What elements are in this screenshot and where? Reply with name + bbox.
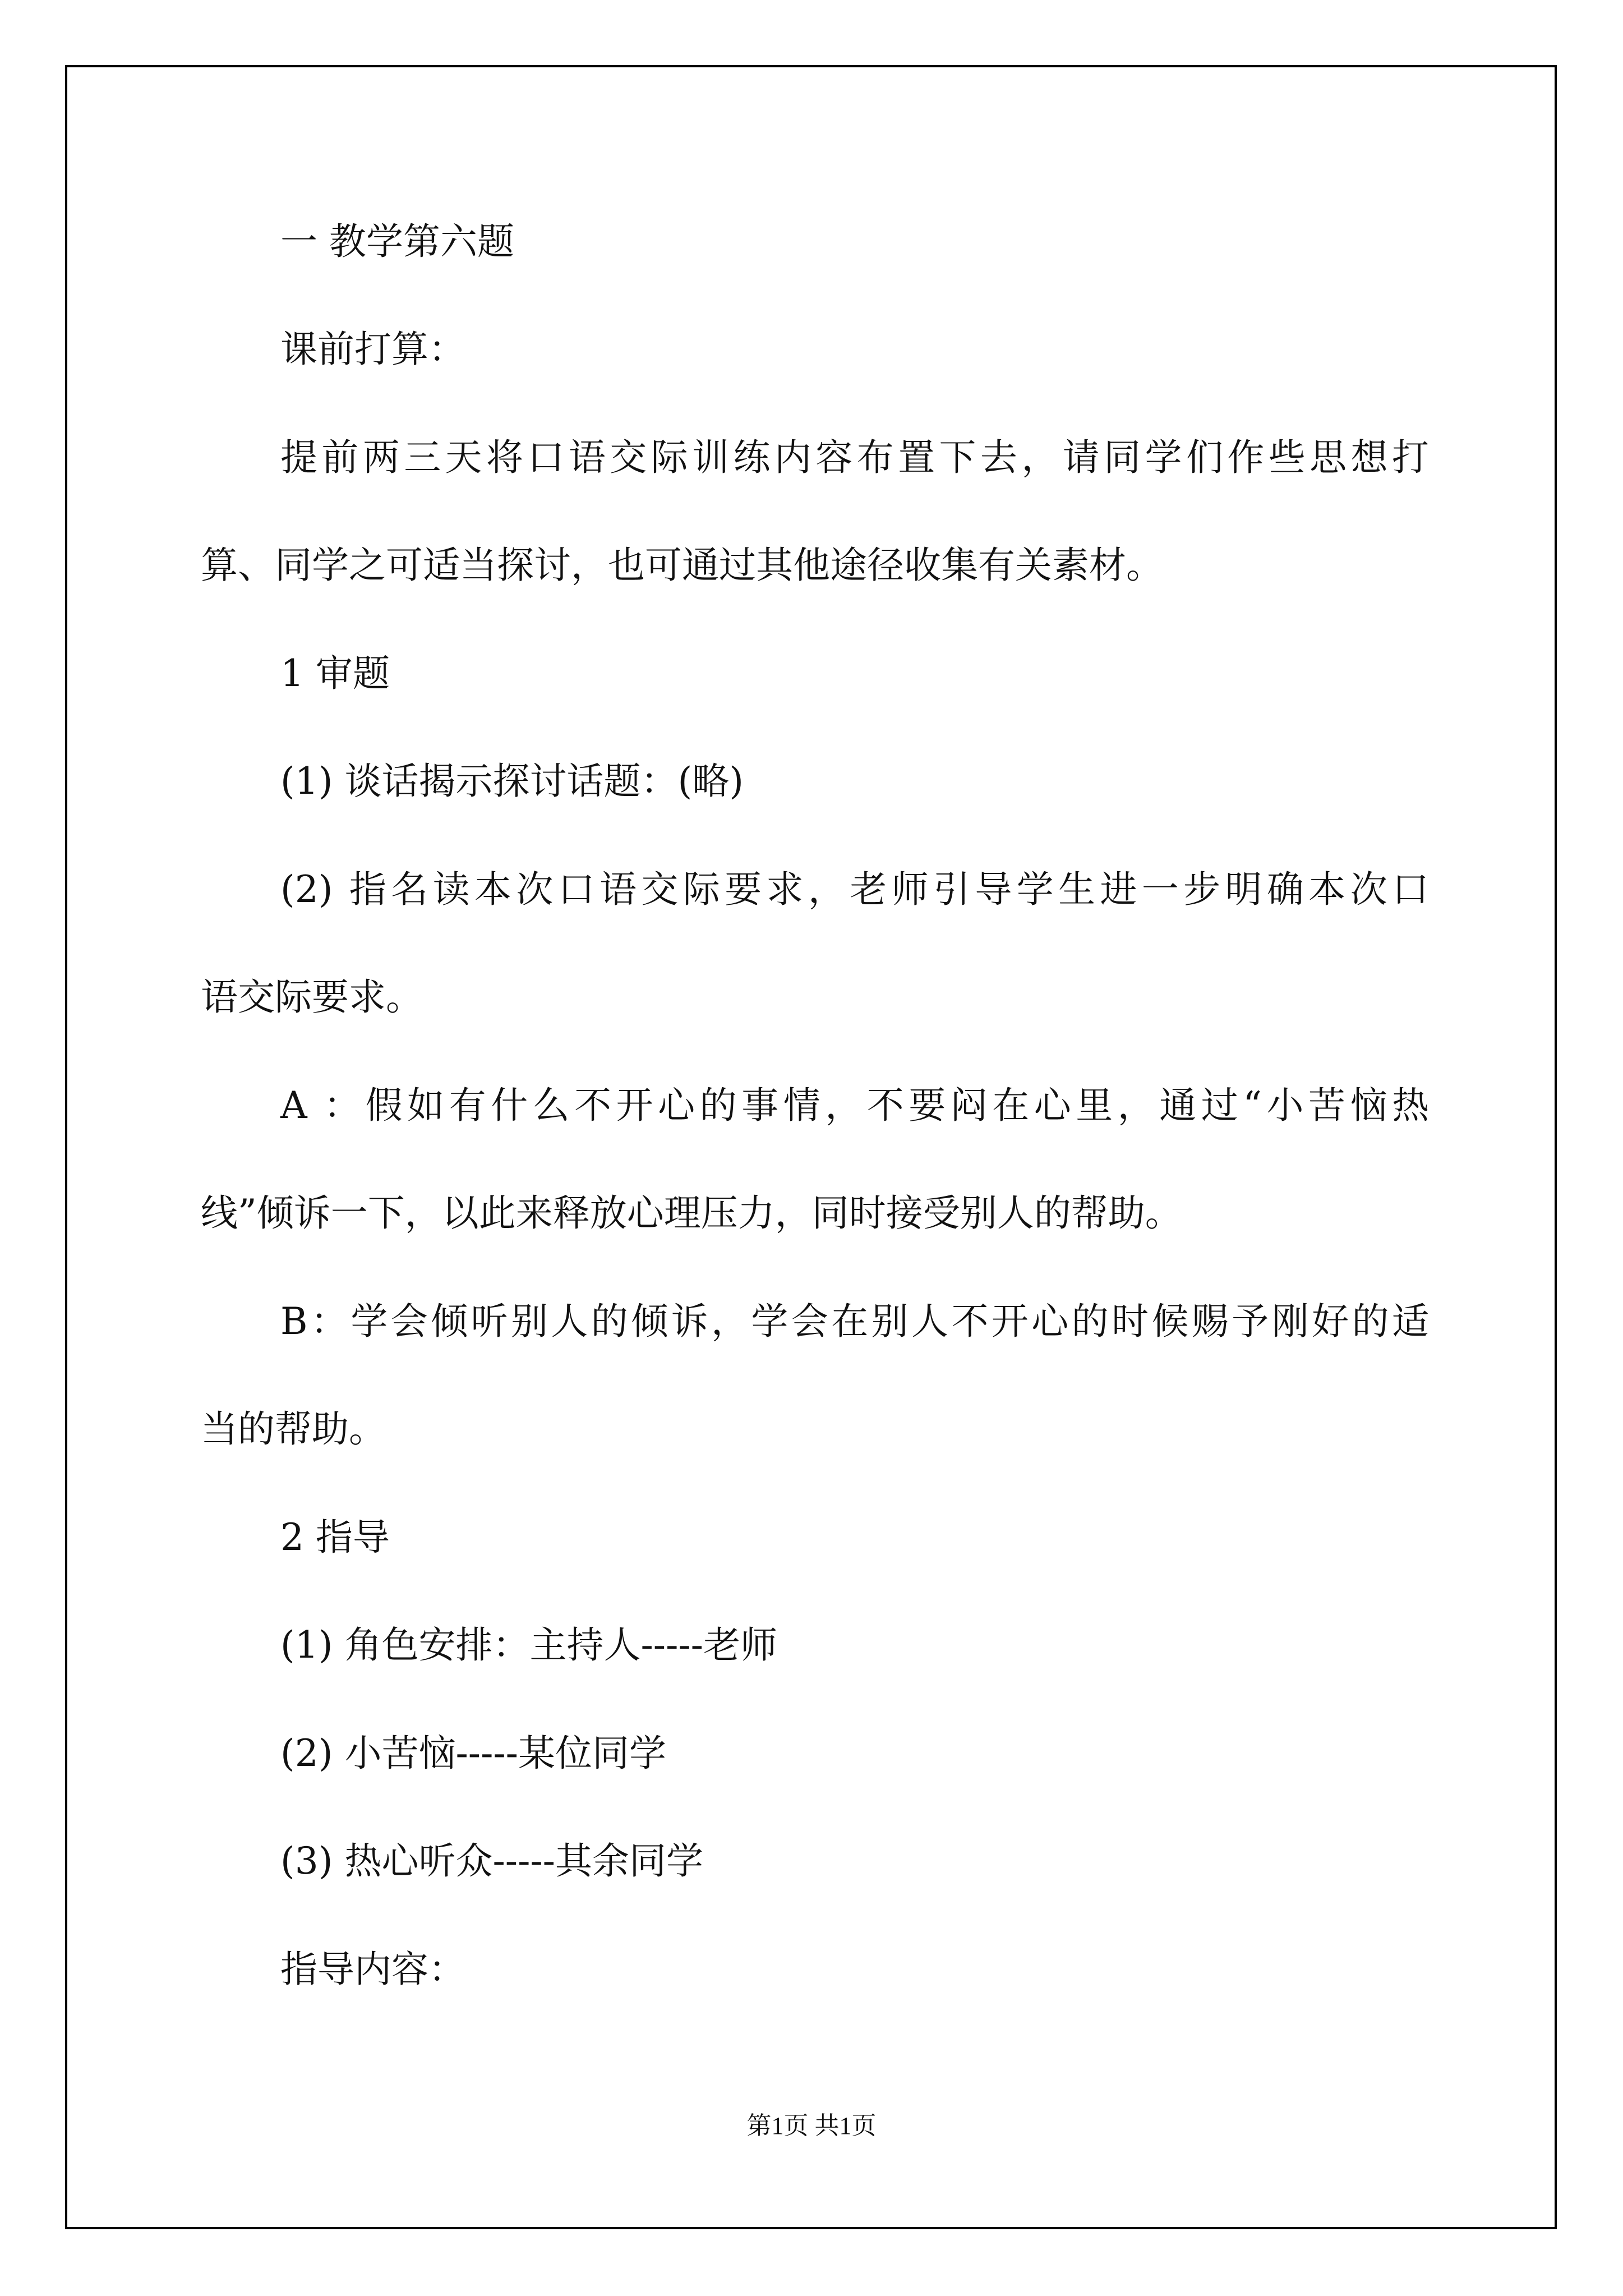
section-heading: 一 教学第六题 [280,220,514,263]
paragraph-line: 语交际要求。 [201,976,423,1019]
paragraph-line: B：学会倾听别人的倾诉，学会在别人不开心的时候赐予刚好的适 [280,1300,1429,1343]
paragraph-line: (3) 热心听众-----其余同学 [280,1839,703,1883]
paragraph-line: 当的帮助。 [201,1407,386,1451]
paragraph-line: A ：假如有什么不开心的事情，不要闷在心里，通过“小苦恼热 [280,1084,1429,1127]
subheading: 2 指导 [280,1516,390,1559]
page-number-footer: 第1页 共1页 [746,2112,877,2139]
subheading: 1 审题 [280,652,390,695]
paragraph-line: (1) 角色安排：主持人-----老师 [280,1623,777,1667]
paragraph-line: 指导内容： [280,1948,465,1991]
paragraph-line: (2) 小苦恼-----某位同学 [280,1732,666,1775]
paragraph-line: (1) 谈话揭示探讨话题：(略) [280,760,744,803]
paragraph-line: (2) 指名读本次口语交际要求，老师引导学生进一步明确本次口 [280,868,1429,911]
page-border [65,65,1557,2229]
paragraph-line: 课前打算： [280,328,465,371]
paragraph-line: 提前两三天将口语交际训练内容布置下去，请同学们作些思想打 [280,436,1429,479]
paragraph-line: 算、同学之可适当探讨，也可通过其他途径收集有关素材。 [201,544,1163,587]
paragraph-line: 线”倾诉一下，以此来释放心理压力，同时接受别人的帮助。 [201,1191,1182,1235]
